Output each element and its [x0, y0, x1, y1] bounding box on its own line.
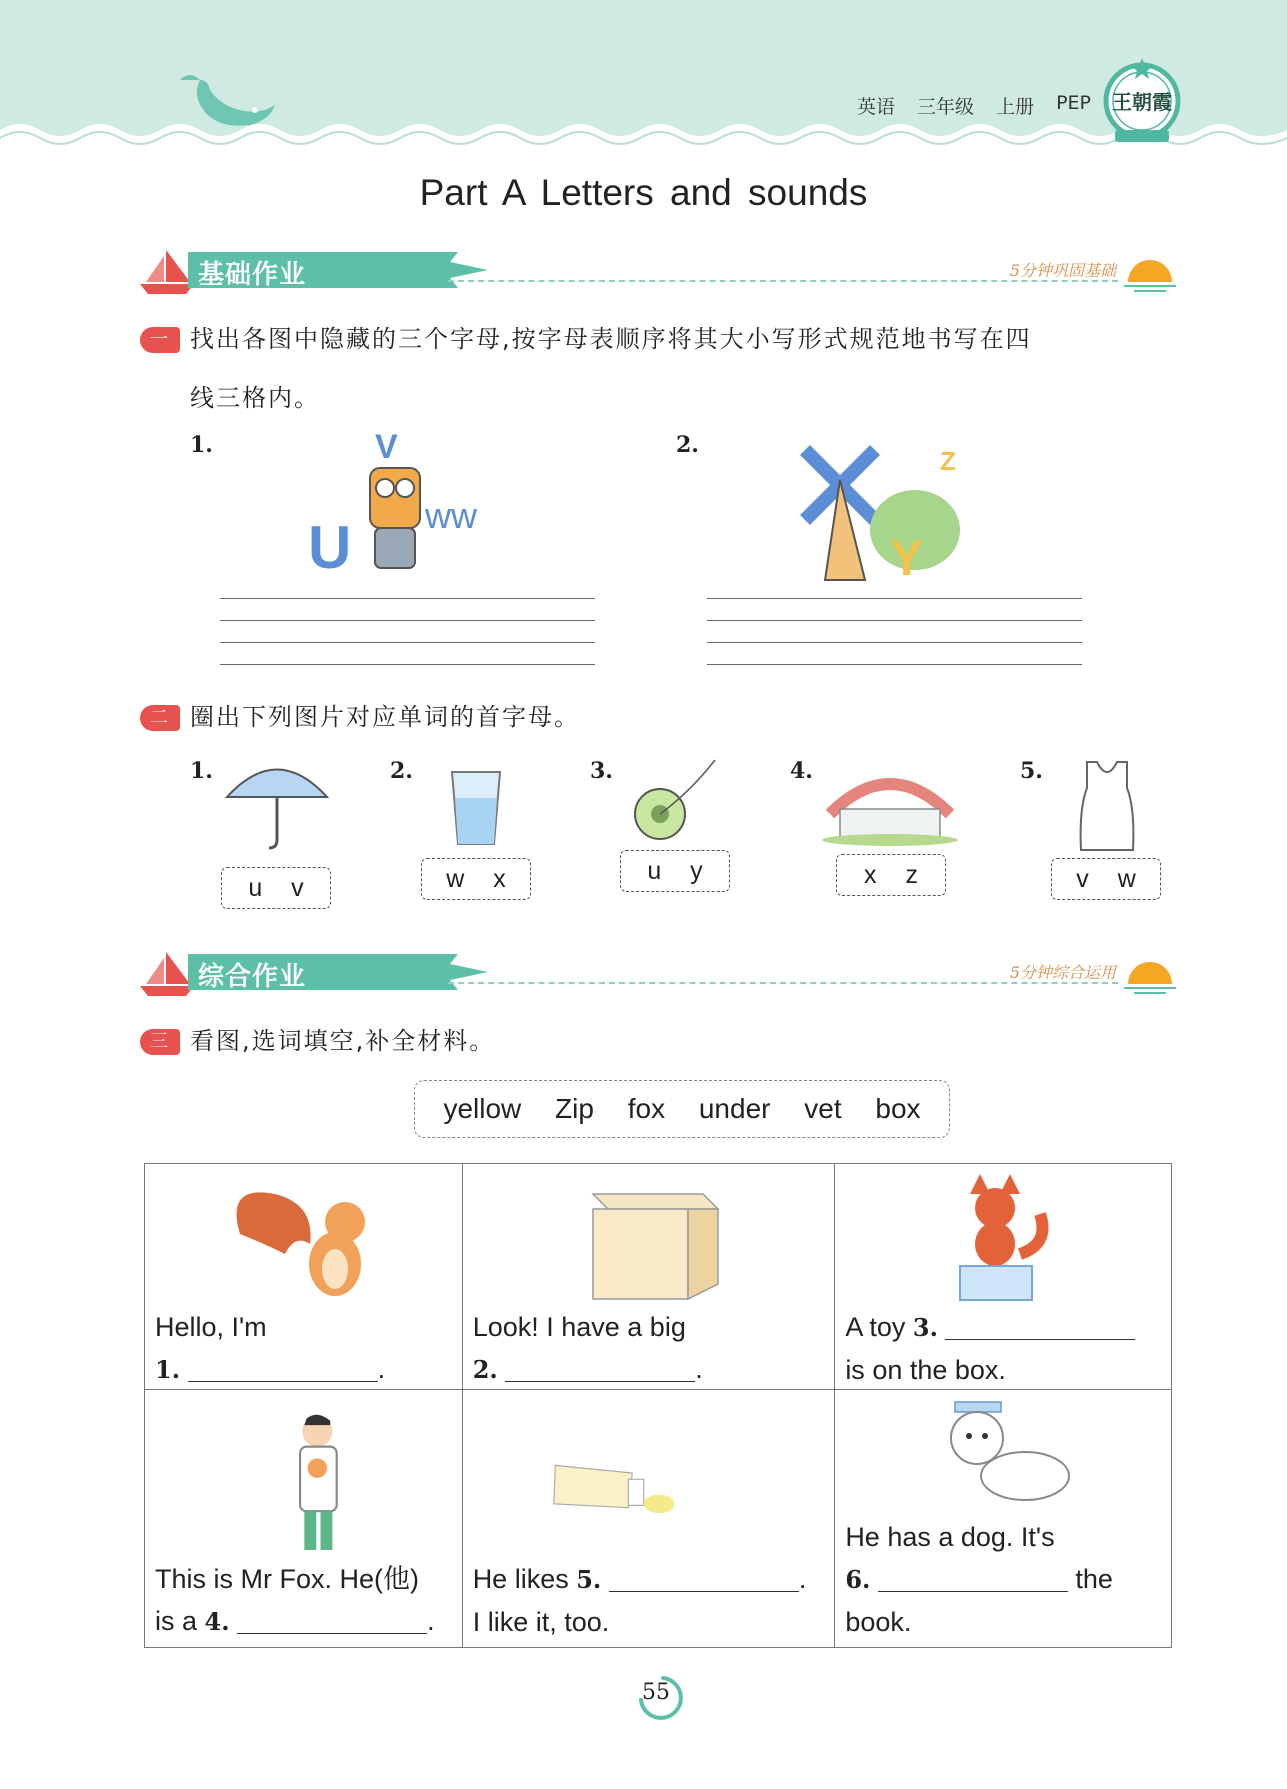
question-3-number: 三 [140, 1029, 180, 1055]
cell-4 [145, 1390, 463, 1648]
q2-item-2-number: 2. [390, 758, 413, 784]
subject-label: 英语 [857, 96, 896, 118]
q2-choice-box-3[interactable]: u y [620, 850, 730, 892]
four-line-grid-1[interactable] [220, 598, 595, 664]
section-time: 5分钟巩固基础 [1009, 261, 1116, 280]
yoyo-picture [630, 752, 730, 842]
dog-under-book-picture [835, 1396, 1172, 1526]
svg-text:ww: ww [425, 495, 477, 536]
question-2-instruction [140, 690, 580, 744]
section-banner-basic [138, 246, 1178, 296]
squirrel-picture [145, 1174, 463, 1304]
paint-tube-picture [463, 1450, 750, 1550]
cell-1-text: Hello, I'm [155, 1312, 267, 1342]
cell-5 [462, 1390, 835, 1648]
brand-name: 王朝霞 [1112, 90, 1172, 114]
fill-in-table [144, 1163, 1172, 1648]
question-3-text: 看图,选词填空,补全材料。 [190, 1027, 496, 1055]
svg-text:Y: Y [890, 530, 924, 586]
cell-1-end: . [377, 1354, 386, 1384]
blank-4-number: 4. [204, 1607, 230, 1636]
cell-5-end: . [798, 1564, 807, 1594]
page-number-text: 55 [642, 1680, 670, 1705]
q2-choice-box-4[interactable]: x z [836, 854, 946, 896]
cell-6-text: He has a dog. It's [845, 1522, 1055, 1552]
cell-6-text-end: book. [845, 1607, 912, 1637]
box-picture [463, 1174, 836, 1304]
cell-5-pre: He likes [472, 1564, 569, 1594]
sunset-icon [1122, 248, 1178, 292]
cell-6-post: the [1075, 1564, 1113, 1594]
cell-3 [835, 1164, 1172, 1390]
cell-5-text: I like it, too. [472, 1607, 610, 1637]
question-1-text: 找出各图中隐藏的三个字母,按字母表顺序将其大小写形式规范地书写在四 [190, 325, 1032, 353]
cell-2 [462, 1164, 835, 1390]
zoo-gate-picture [820, 754, 960, 846]
blank-5[interactable] [609, 1568, 799, 1592]
q2-item-3-number: 3. [590, 758, 613, 784]
q1-item-2-number: 2. [676, 432, 699, 458]
brand-seal [1101, 56, 1183, 150]
cell-3-text: is on the box. [845, 1355, 1006, 1385]
whale-icon [170, 70, 280, 140]
question-1-instruction [140, 312, 1032, 366]
water-glass-picture [448, 768, 504, 848]
q2-item-1-number: 1. [190, 758, 213, 784]
blank-5-number: 5. [576, 1565, 602, 1594]
question-1-text-cont: 线三格内。 [190, 384, 320, 412]
section-time: 5分钟综合运用 [1009, 963, 1116, 982]
blank-6[interactable] [878, 1568, 1068, 1592]
svg-text:U: U [308, 514, 352, 581]
blank-3-number: 3. [912, 1313, 938, 1342]
edition-label: PEP [1056, 92, 1091, 114]
svg-text:V: V [375, 428, 398, 466]
blank-2[interactable] [505, 1358, 695, 1382]
question-3-instruction [140, 1014, 495, 1068]
fox-on-box-picture [835, 1174, 1172, 1304]
question-2-text: 圈出下列图片对应单词的首字母。 [190, 703, 580, 731]
blank-6-number: 6. [845, 1565, 871, 1594]
cell-4-end: . [427, 1606, 435, 1636]
section-label: 基础作业 [198, 260, 307, 290]
robot-letters-picture [300, 428, 520, 588]
blank-1[interactable] [188, 1358, 378, 1382]
blank-1-number: 1. [155, 1355, 181, 1384]
page-header [0, 0, 1287, 160]
vet-picture [145, 1410, 487, 1550]
section-banner-comprehensive [138, 948, 1178, 998]
q2-choice-box-5[interactable]: v w [1051, 858, 1161, 900]
grade-label: 三年级 [917, 96, 975, 118]
q1-item-1-number: 1. [190, 432, 213, 458]
question-1-number: 一 [140, 327, 180, 353]
word-bank: yellow Zip fox under vet box [414, 1080, 950, 1138]
cell-1 [145, 1164, 463, 1390]
windmill-letters-picture [795, 440, 975, 590]
blank-2-number: 2. [472, 1355, 498, 1384]
question-2-number: 二 [140, 705, 180, 731]
cell-2-end: . [695, 1354, 703, 1384]
vest-picture [1075, 758, 1139, 854]
cell-6 [835, 1390, 1172, 1648]
cell-4-text: This is Mr Fox. He(他) [155, 1564, 420, 1594]
book-meta [857, 92, 1091, 119]
blank-4[interactable] [237, 1610, 427, 1634]
cell-2-text: Look! I have a big [472, 1312, 686, 1342]
q2-item-5-number: 5. [1020, 758, 1043, 784]
q2-choice-box-2[interactable]: w x [421, 858, 531, 900]
volume-label: 上册 [996, 96, 1035, 118]
cell-4-pre: is a [155, 1606, 198, 1636]
page-number [633, 1670, 683, 1720]
page-title: Part A Letters and sounds [419, 172, 868, 213]
svg-text:Z: Z [940, 446, 956, 476]
sunset-icon [1122, 950, 1178, 994]
q2-choice-box-1[interactable]: u v [221, 867, 331, 909]
section-label: 综合作业 [198, 962, 307, 992]
blank-3[interactable] [945, 1316, 1135, 1340]
four-line-grid-2[interactable] [707, 598, 1082, 664]
q2-item-4-number: 4. [790, 758, 813, 784]
cell-3-pre: A toy [845, 1312, 906, 1342]
umbrella-picture [222, 752, 332, 852]
